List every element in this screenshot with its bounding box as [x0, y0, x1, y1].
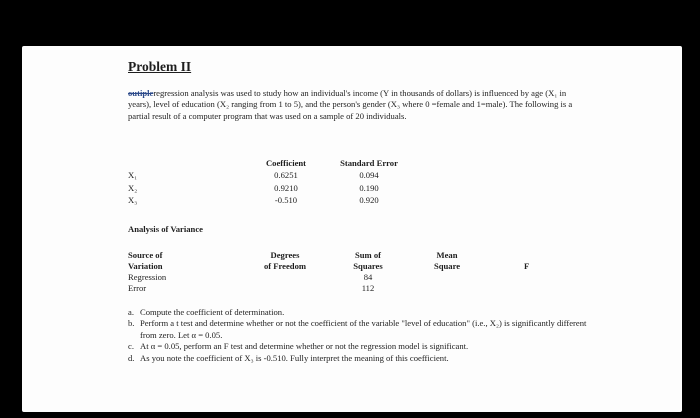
question-d	[128, 353, 588, 364]
question-label: d.	[128, 352, 135, 363]
ms-header-line1: Mean	[436, 250, 458, 260]
source-error: Error	[128, 283, 147, 293]
question-label: c.	[128, 341, 134, 352]
question-a	[128, 307, 588, 318]
ms-header-line2: Square	[433, 261, 461, 271]
question-label: a.	[128, 307, 134, 317]
se-x2: 0.190	[359, 183, 379, 193]
problem-title: Problem II	[128, 59, 192, 74]
intro-paragraph	[128, 88, 583, 122]
se-x1: 0.094	[359, 170, 379, 180]
handwritten-scribble: outiple	[128, 88, 154, 98]
question-label: b.	[128, 318, 135, 329]
source-regression: Regression	[128, 272, 167, 282]
se-header: Standard Error	[340, 158, 398, 168]
question-text: Compute the coefficient of determination.	[140, 307, 285, 317]
coef-x2: 0.9210	[274, 183, 298, 193]
df-header-line1: Degrees	[270, 250, 300, 260]
var-x3: X₃	[128, 195, 138, 205]
question-b	[128, 318, 588, 341]
anova-heading: Analysis of Variance	[128, 224, 203, 234]
intro-text: regression analysis was used to study how an individual's income (Y in thousands of dollars) is influenced by age (X₁ in years), level of education (X₂ ranging from 1 to 5), and the person's gender (X₃ where 0 =female and 1=male). The following is a partial result of a computer program that was used on a sample of 20 individuals.	[128, 88, 573, 121]
ss-header-line2: Squares	[353, 261, 383, 271]
coef-x3: -0.510	[274, 195, 298, 205]
ss-header-line1: Sum of	[354, 250, 382, 260]
df-header-line2: of Freedom	[263, 261, 307, 271]
question-text: At α = 0.05, perform an F test and determine whether or not the regression model is significant.	[140, 341, 469, 352]
se-x3: 0.920	[359, 195, 379, 205]
document-page	[22, 46, 682, 412]
ss-regression: 84	[363, 272, 373, 282]
var-x1: X₁	[128, 170, 138, 180]
coef-header: Coefficient	[265, 158, 307, 168]
var-x2: X₂	[128, 183, 138, 193]
question-list	[128, 307, 588, 364]
source-header-line2: Variation	[128, 261, 163, 271]
question-c	[128, 341, 588, 352]
question-text: As you note the coefficient of X₃ is -0.510. Fully interpret the meaning of this coefficient.	[140, 352, 449, 363]
coef-x1: 0.6251	[274, 170, 298, 180]
ss-error: 112	[361, 283, 375, 293]
f-header: F	[524, 261, 530, 271]
source-header-line1: Source of	[128, 250, 163, 260]
question-text: Perform a t test and determine whether or not the coefficient of the variable "level of education" (i.e., X₂) is significantly different from zero. Let α = 0.05.	[140, 318, 587, 340]
